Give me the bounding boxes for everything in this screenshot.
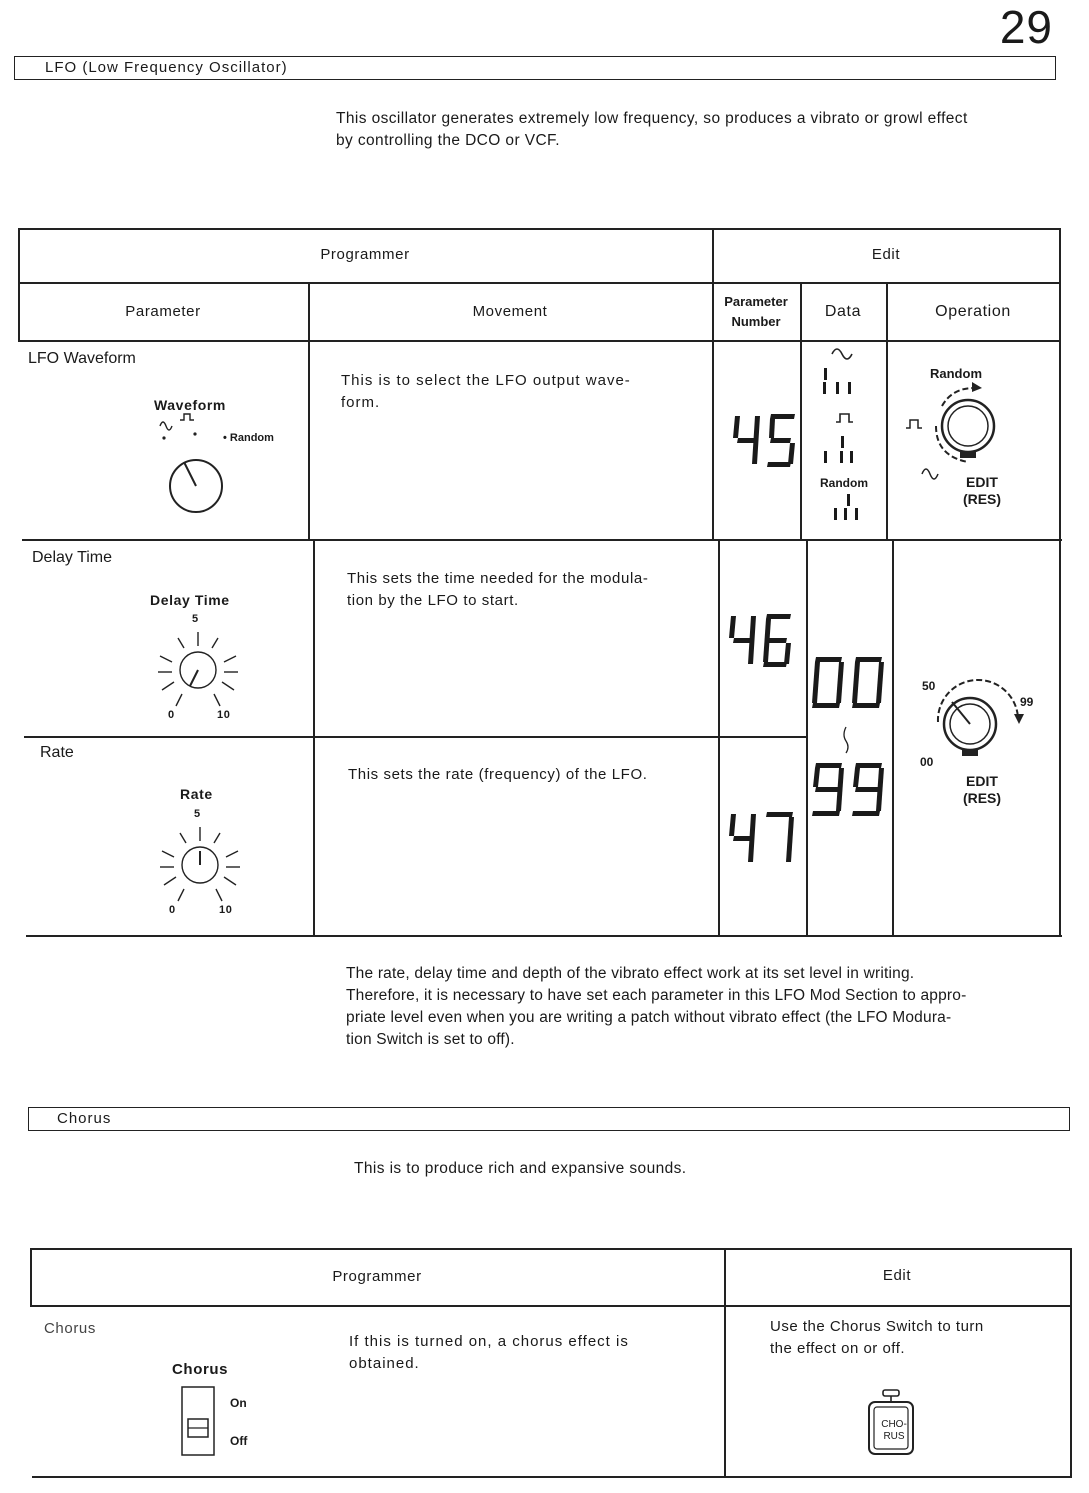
param-number-45 xyxy=(733,412,799,472)
op-scale-50: 50 xyxy=(922,679,936,693)
chorus-header-programmer: Programmer xyxy=(332,1268,422,1285)
op-random-label: Random xyxy=(930,366,982,381)
delay-knob-icon xyxy=(150,620,246,712)
delay-scale-5: 5 xyxy=(192,613,199,625)
rate-scale-0: 0 xyxy=(169,904,176,916)
delay-scale-10: 10 xyxy=(217,709,231,721)
movement-delay: This sets the time needed for the modula- tion by the LFO to start. xyxy=(347,570,649,609)
op-scale-00: 00 xyxy=(920,755,934,769)
op-scale-99: 99 xyxy=(1020,695,1034,709)
lfo-note: The rate, delay time and depth of the vibrato effect work at its set level in writing. Therefore, it is necessary to have set each parameter in this LFO Mod Section to appro- priate level even when you are writing a patch without vibrato effect (the LFO Modura- tion Switch is set to off). xyxy=(346,965,967,1048)
chorus-switch-label: Chorus xyxy=(172,1361,229,1378)
lfo-header-edit: Edit xyxy=(871,246,901,263)
param-number-47 xyxy=(727,810,797,870)
chorus-edit-text: Use the Chorus Switch to turn the effect on or off. xyxy=(770,1318,984,1357)
chorus-intro: This is to produce rich and expansive sounds. xyxy=(354,1160,687,1177)
lfo-intro xyxy=(336,108,1076,152)
chorus-button-label[interactable]: CHO- RUS xyxy=(881,1419,907,1442)
waveform-knob-icon xyxy=(150,412,230,522)
knob-random-label: • Random xyxy=(223,432,274,444)
movement-waveform: This is to select the LFO output wave- form. xyxy=(341,372,631,411)
col-data: Data xyxy=(824,303,862,320)
op-edit-res-2: EDIT (RES) xyxy=(962,773,1002,806)
lfo-header-programmer: Programmer xyxy=(320,246,410,263)
param-number-46 xyxy=(727,612,797,672)
op-edit-res-1: EDIT (RES) xyxy=(962,474,1002,507)
lfo-section-title xyxy=(14,56,1056,80)
col-operation: Operation xyxy=(935,303,1011,320)
rate-edit-knob-icon xyxy=(930,682,1030,772)
knob-label-delay: Delay Time xyxy=(150,592,230,608)
knob-label-rate: Rate xyxy=(180,786,213,802)
lfo-intro-line-2: by controlling the DCO or VCF. xyxy=(336,132,560,149)
col-parameter: Parameter xyxy=(125,303,201,320)
param-lfo-waveform: LFO Waveform xyxy=(28,350,136,367)
rate-knob-icon xyxy=(152,815,248,907)
movement-rate: This sets the rate (frequency) of the LFO. xyxy=(348,766,648,783)
chorus-switch-off: Off xyxy=(230,1434,248,1448)
chorus-param: Chorus xyxy=(44,1320,96,1337)
chorus-header-edit: Edit xyxy=(882,1267,912,1284)
param-rate: Rate xyxy=(40,744,74,761)
data-waveform-icons xyxy=(812,344,882,534)
rate-scale-10: 10 xyxy=(219,904,233,916)
col-parameter-number: Parameter Number xyxy=(724,294,788,329)
chorus-section-title-text: Chorus xyxy=(57,1110,112,1127)
lfo-section-title-text: LFO (Low Frequency Oscillator) xyxy=(45,59,288,76)
chorus-switch-on: On xyxy=(230,1396,247,1410)
chorus-movement: If this is turned on, a chorus effect is obtained. xyxy=(349,1333,629,1372)
lfo-intro-line-1: This oscillator generates extremely low frequency, so produces a vibrato or growl effect xyxy=(336,110,968,127)
chorus-switch-icon xyxy=(180,1385,220,1460)
col-movement: Movement xyxy=(472,303,548,320)
data-random-label: Random xyxy=(820,476,868,490)
rate-scale-5: 5 xyxy=(194,808,201,820)
page-number: 29 xyxy=(999,1,1053,53)
param-delay-time: Delay Time xyxy=(32,549,113,566)
chorus-section-title xyxy=(28,1107,1070,1131)
data-range-00-99 xyxy=(812,655,892,825)
knob-label-waveform: Waveform xyxy=(154,397,226,413)
delay-scale-0: 0 xyxy=(168,709,175,721)
